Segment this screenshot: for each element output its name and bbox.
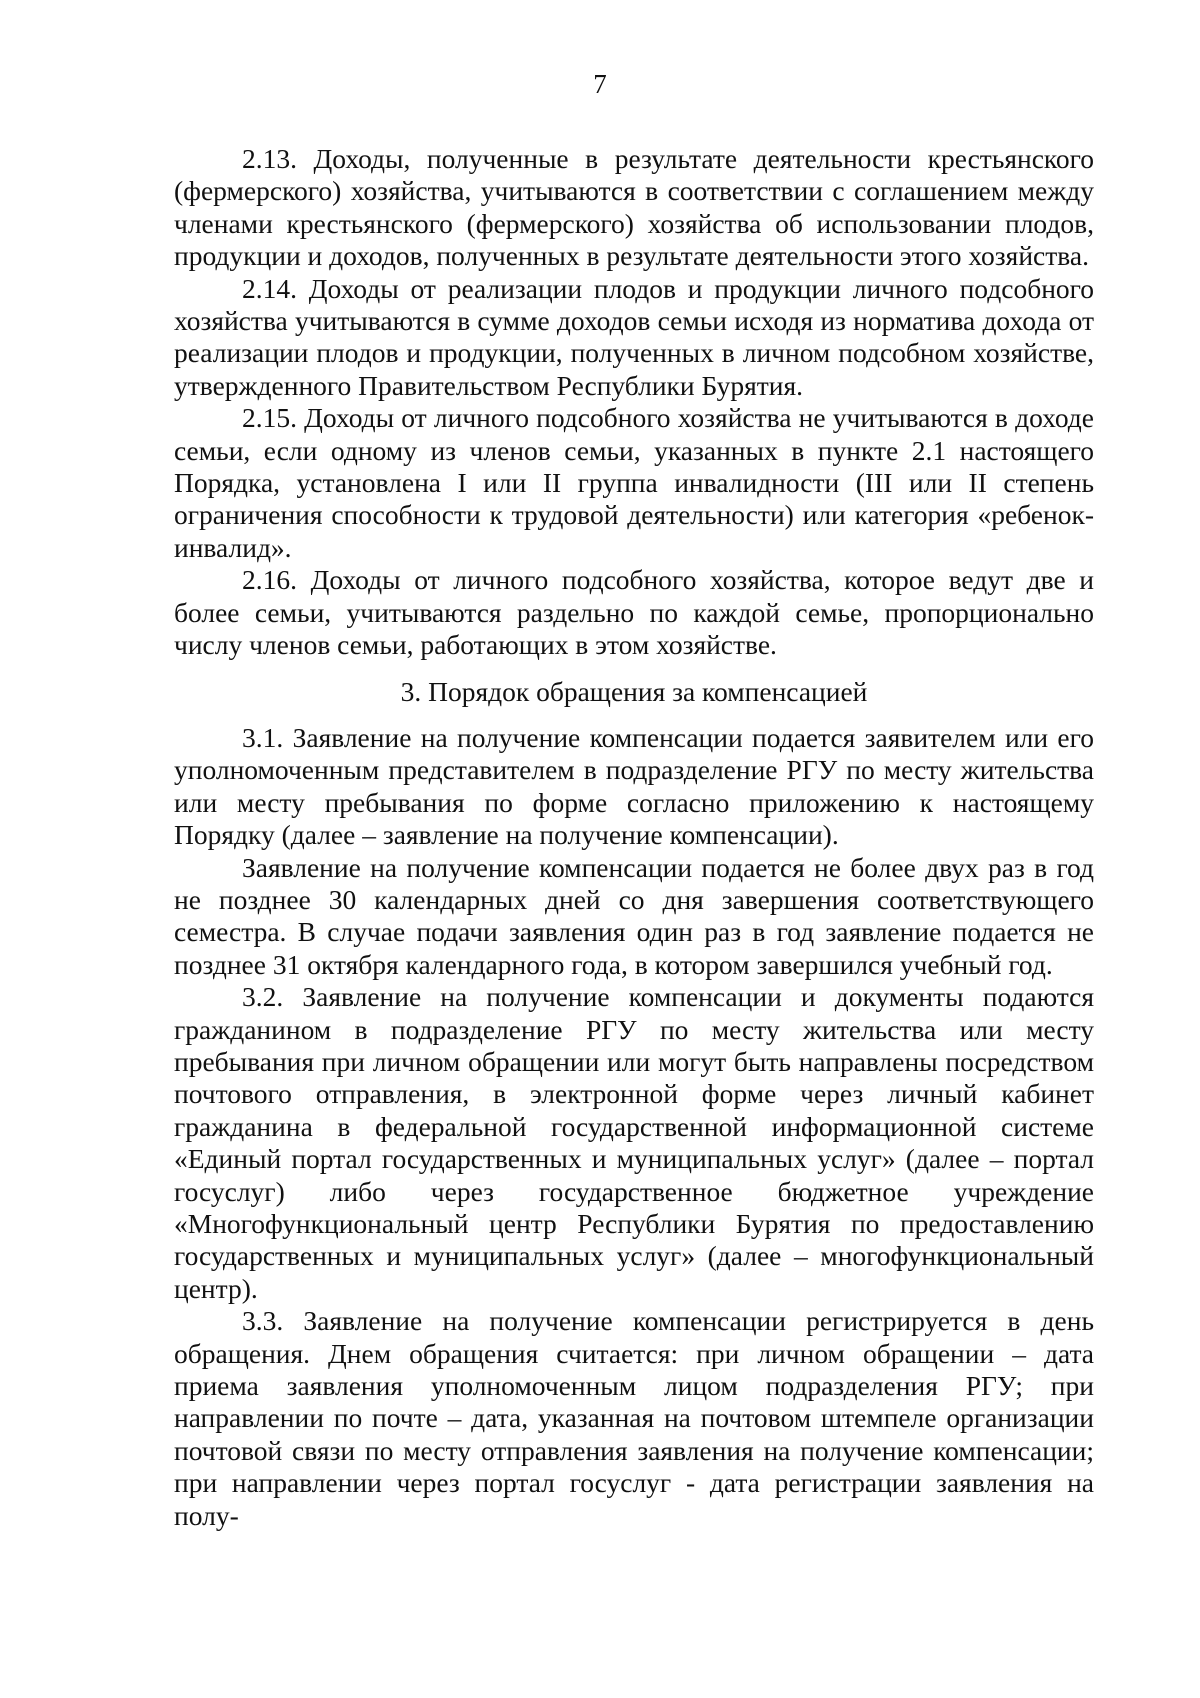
document-body: [174, 143, 1094, 1532]
paragraph-2-16: 2.16. Доходы от личного подсобного хозяйства, которое ведут две и более семьи, учитываются раздельно по каждой семье, пропорционально числу членов семьи, работающих в этом хозяйстве.: [174, 564, 1094, 661]
paragraph-3-1-continued: Заявление на получение компенсации подается не более двух раз в год не позднее 30 календарных дней со дня завершения соответствующего семестра. В случае подачи заявления один раз в год заявление подается не позднее 31 октября календарного года, в котором завершился учебный год.: [174, 851, 1094, 980]
paragraph-3-1: 3.1. Заявление на получение компенсации подается заявителем или его уполномоченным представителем в подразделение РГУ по месту жительства или месту пребывания по форме согласно приложению к настоящему Порядку (далее – заявление на получение компенсации).: [174, 721, 1094, 851]
paragraph-3-3: 3.3. Заявление на получение компенсации регистрируется в день обращения. Днем обращения считается: при личном обращении – дата приема заявления уполномоченным лицом подразделения РГУ; при направлении по почте – дата, указанная на почтовом штемпеле организации почтовой связи по месту отправления заявления на получение компенсации; при направлении через портал госуслуг - дата регистрации заявления на полу-: [174, 1305, 1094, 1531]
page-number: 7: [593, 69, 607, 99]
paragraph-3-2: 3.2. Заявление на получение компенсации и документы подаются гражданином в подразделение РГУ по месту жительства или месту пребывания при личном обращении или могут быть направлены посредством почтового отправления, в электронной форме через личный кабинет гражданина в федеральной государственной информационной системе «Единый портал государственных и муниципальных услуг» (далее – портал госуслуг) либо через государственное бюджетное учреждение «Многофункциональный центр Республики Бурятия по предоставлению государственных и муниципальных услуг» (далее – многофункциональный центр).: [174, 981, 1094, 1304]
paragraph-2-14: 2.14. Доходы от реализации плодов и продукции личного подсобного хозяйства учитываются в сумме доходов семьи исходя из норматива дохода от реализации плодов и продукции, полученных в личном подсобном хозяйстве, утвержденного Правительством Республики Бурятия.: [174, 272, 1094, 401]
paragraph-2-13: 2.13. Доходы, полученные в результате деятельности крестьянского (фермерского) хозяйства, учитываются в соответствии с соглашением между членами крестьянского (фермерского) хозяйства об использовании плодов, продукции и доходов, полученных в результате деятельности этого хозяйства.: [174, 143, 1094, 272]
section-heading: 3. Порядок обращения за компенсацией: [400, 675, 868, 707]
paragraph-2-15: 2.15. Доходы от личного подсобного хозяйства не учитываются в доходе семьи, если одному из членов семьи, указанных в пункте 2.1 настоящего Порядка, установлена I или II группа инвалидности (III или II степень ограничения способности к трудовой деятельности) или категория «ребенок-инвалид».: [174, 402, 1094, 563]
